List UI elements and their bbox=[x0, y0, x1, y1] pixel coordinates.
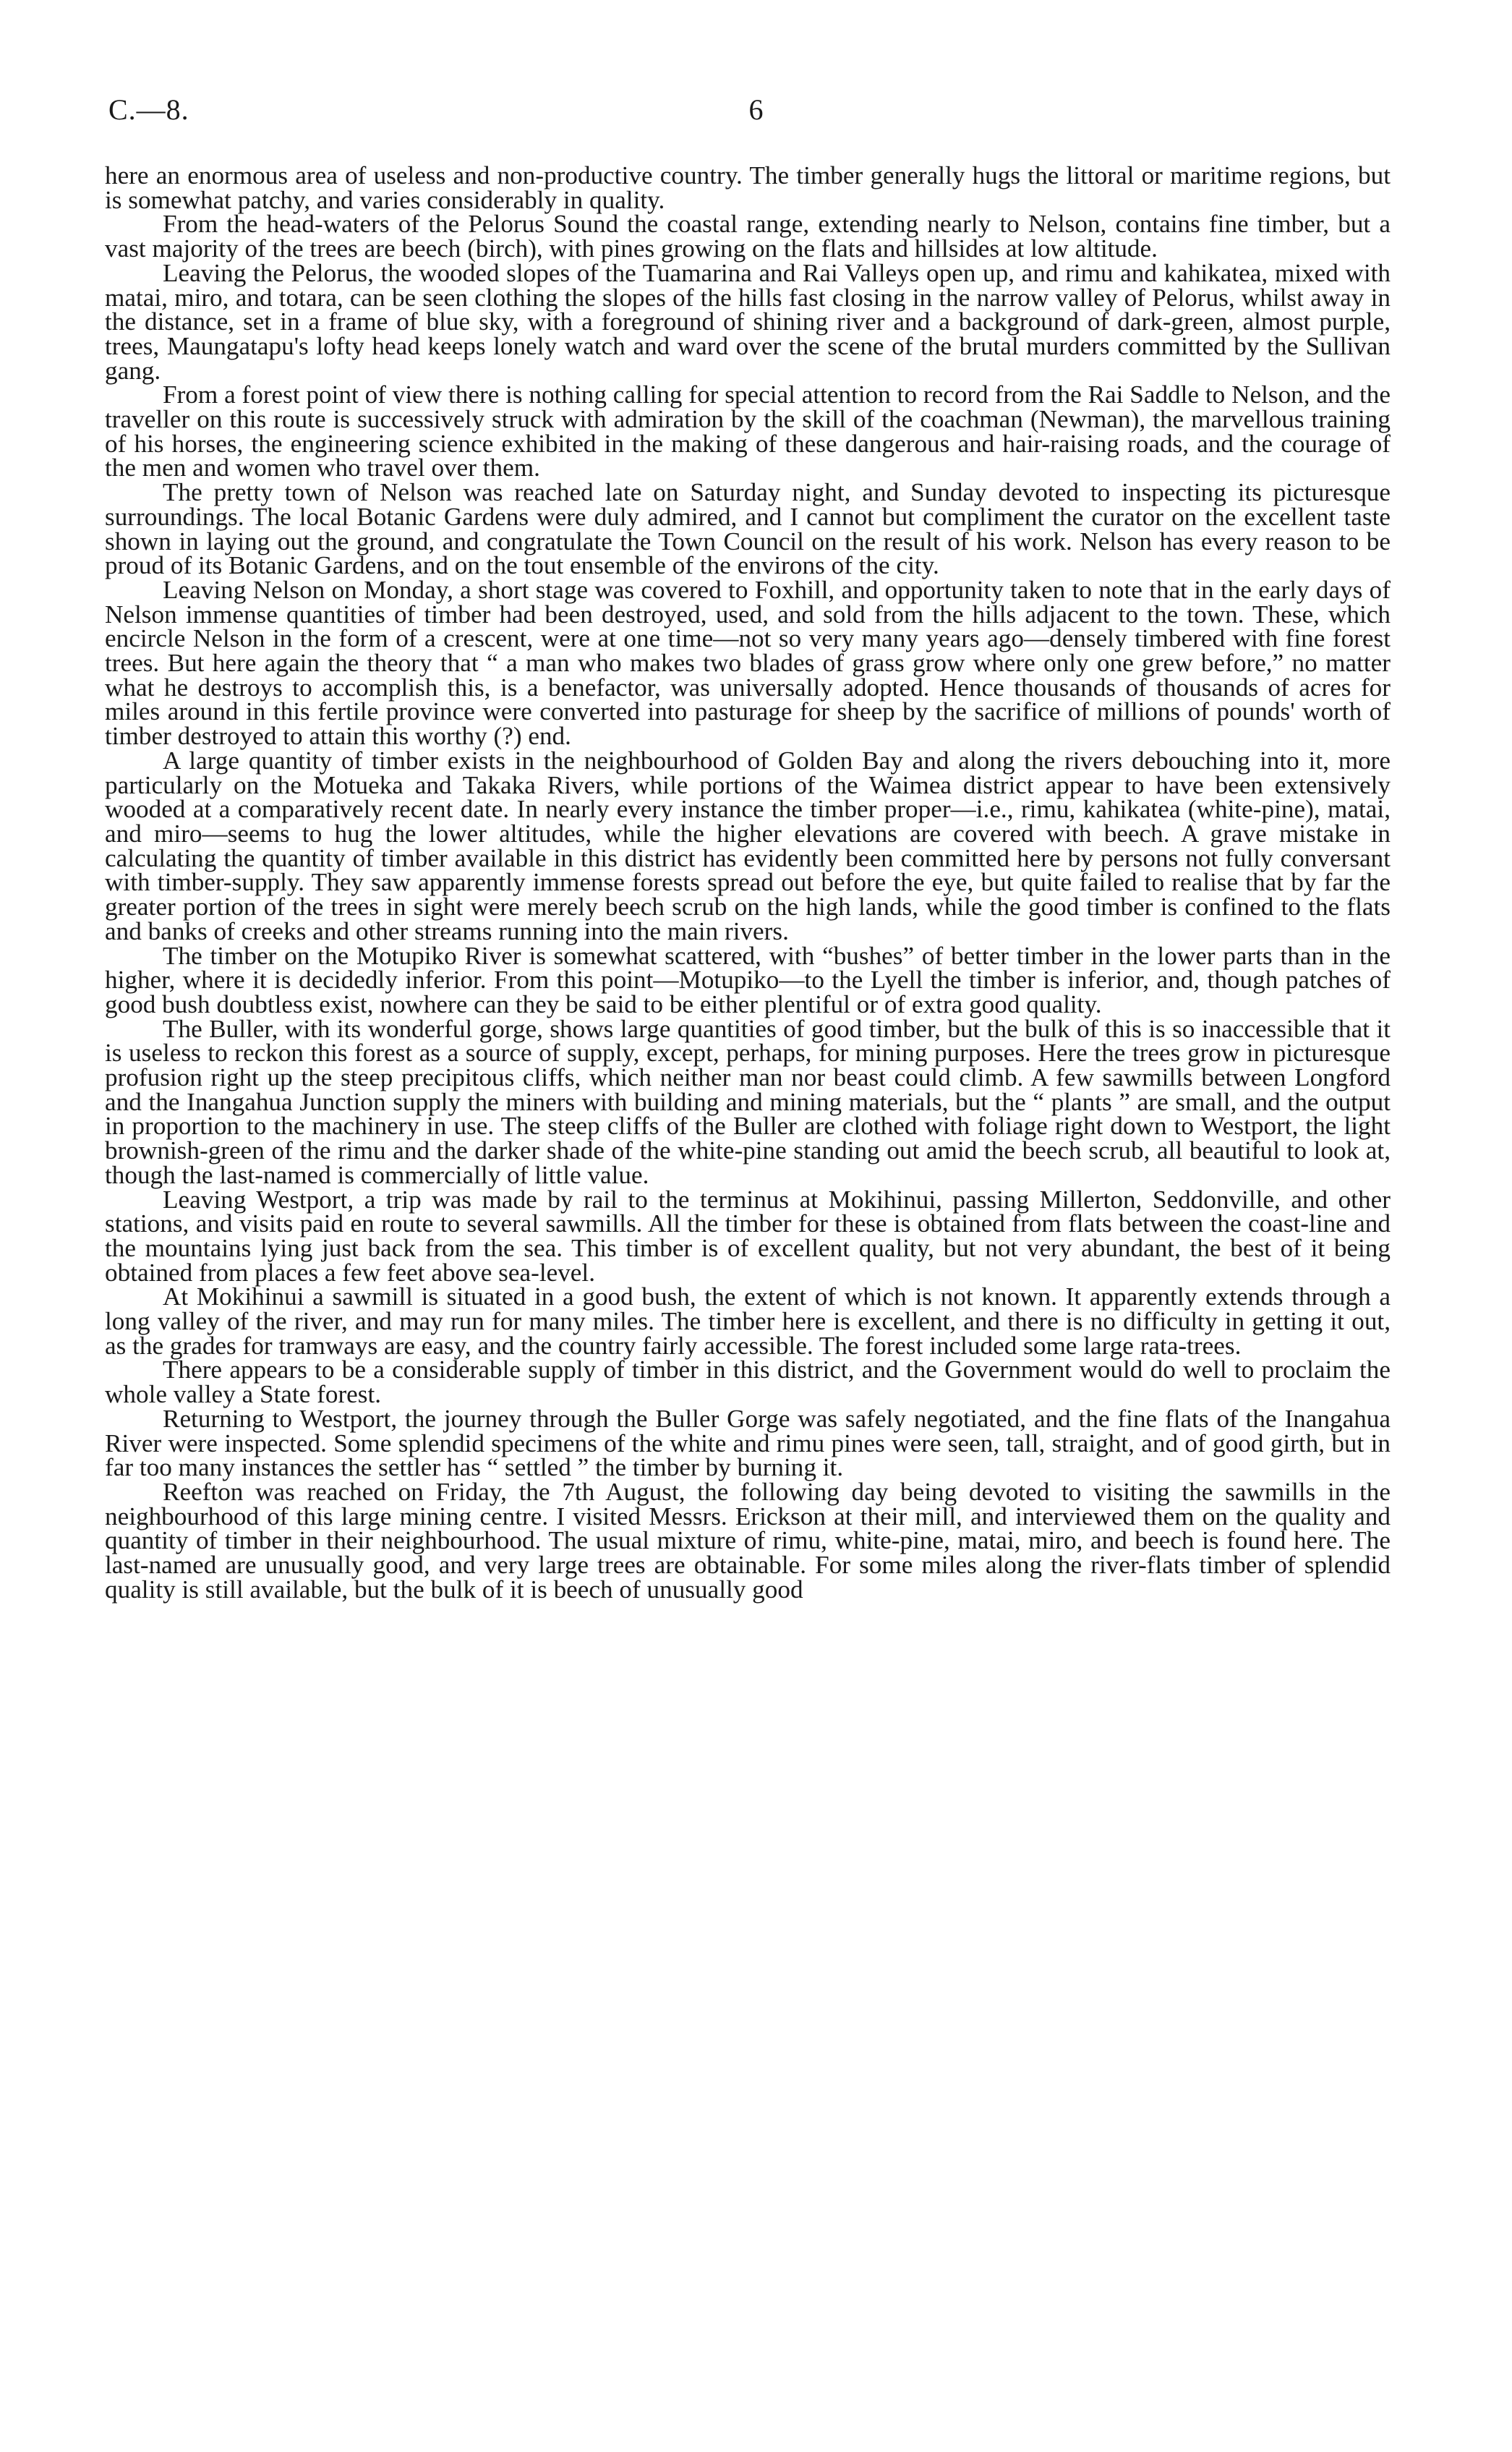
paragraph: From the head-waters of the Pelorus Sound the coastal range, extending nearly to Nelson, contains fine timber, but a vast majority of the trees are beech (birch), with pines growing on the flats and hillsides at low altitude. bbox=[105, 210, 1391, 263]
paragraph: From a forest point of view there is nothing calling for special attention to record from the Rai Saddle to Nelson, and the traveller on this route is successively struck with admiration by the skill of the coachman (Newman), the marvellous training of his horses, the engineering science exhibited in the making of these dangerous and hair-raising roads, and the courage of the men and women who travel over them. bbox=[105, 380, 1391, 482]
paragraph: Leaving Nelson on Monday, a short stage was covered to Foxhill, and opportunity taken to note that in the early days of Nelson immense quantities of timber had been destroyed, used, and sold from the hills adjacent to the town. These, which encircle Nelson in the form of a crescent, were at one time—not so very many years ago—densely timbered with fine forest trees. But here again the theory that “ a man who makes two blades of grass grow where only one grew before,” no matter what he destroys to accomplish this, is a benefactor, was universally adopted. Hence thousands of thousands of acres for miles around in this fertile province were converted into pasturage for sheep by the sacrifice of millions of pounds' worth of timber destroyed to attain this worthy (?) end. bbox=[105, 575, 1391, 751]
paragraph: The Buller, with its wonderful gorge, shows large quantities of good timber, but the bulk of this is so inaccessible that it is useless to reckon this forest as a source of supply, except, perhaps, for mining purposes. Here the trees grow in picturesque profusion right up the steep precipitous cliffs, which neither man nor beast could climb. A few sawmills between Longford and the Inangahua Junction supply the miners with building and mining materials, but the “ plants ” are small, and the output in proportion to the machinery in use. The steep cliffs of the Buller are clothed with foliage right down to Westport, the light brownish-green of the rimu and the darker shade of the white-pine standing out amid the beech scrub, all beautiful to look at, though the last-named is commercially of little value. bbox=[105, 1014, 1391, 1189]
paragraph: A large quantity of timber exists in the neighbourhood of Golden Bay and along the rivers debouching into it, more particularly on the Motueka and Takaka Rivers, while portions of the Waimea district appear to have been extensively wooded at a comparatively recent date. In nearly every instance the timber proper—i.e., rimu, kahikatea (white-pine), matai, and miro—seems to hug the lower altitudes, while the higher elevations are covered with beech. A grave mistake in calculating the quantity of timber available in this district has evidently been committed here by persons not fully conversant with timber-supply. They saw apparently immense forests spread out before the eye, but quite failed to realise that by far the greater portion of the trees in sight were merely beech scrub on the high lands, while the good timber is confined to the flats and banks of creeks and other streams running into the main rivers. bbox=[105, 746, 1391, 945]
paragraph: Leaving the Pelorus, the wooded slopes of the Tuamarina and Rai Valleys open up, and rimu and kahikatea, mixed with matai, miro, and totara, can be seen clothing the slopes of the hills fast closing in the narrow valley of Pelorus, whilst away in the distance, set in a frame of blue sky, with a foreground of shining river and a background of dark-green, almost purple, trees, Maungatapu's lofty head keeps lonely watch and ward over the scene of the brutal murders committed by the Sullivan gang. bbox=[105, 258, 1391, 385]
paragraph: At Mokihinui a sawmill is situated in a good bush, the extent of which is not known. It apparently extends through a long valley of the river, and may run for many miles. The timber here is excellent, and there is no difficulty in getting it out, as the grades for tramways are easy, and the country fairly accessible. The forest included some large rata-trees. bbox=[105, 1282, 1391, 1360]
paragraph: Reefton was reached on Friday, the 7th August, the following day being devoted to visiting the sawmills in the neighbourhood of this large mining centre. I visited Messrs. Erickson at their mill, and interviewed them on the quality and quantity of timber in their neighbourhood. The usual mixture of rimu, white-pine, matai, miro, and beech is found here. The last-named are unusually good, and very large trees are obtainable. For some miles along the river-flats timber of splendid quality is still available, but the bulk of it is beech of unusually good bbox=[105, 1477, 1391, 1604]
paragraph: Returning to Westport, the journey through the Buller Gorge was safely negotiated, and the fine flats of the Inangahua River were inspected. Some splendid specimens of the white and rimu pines were seen, tall, straight, and of good girth, but in far too many instances the settler has “ settled ” the timber by burning it. bbox=[105, 1404, 1391, 1482]
paragraph: The pretty town of Nelson was reached late on Saturday night, and Sunday devoted to inspecting its picturesque surroundings. The local Botanic Gardens were duly admired, and I cannot but compliment the curator on the excellent taste shown in laying out the ground, and congratulate the Town Council on the result of his work. Nelson has every reason to be proud of its Botanic Gardens, and on the tout ensemble of the environs of the city. bbox=[105, 478, 1391, 580]
body-text bbox=[105, 161, 1391, 1604]
page-number: 6 bbox=[748, 93, 764, 126]
document-reference: C.—8. bbox=[108, 93, 189, 126]
paragraph: here an enormous area of useless and non-productive country. The timber generally hugs the littoral or maritime regions, but is somewhat patchy, and varies considerably in quality. bbox=[105, 161, 1391, 214]
paragraph: Leaving Westport, a trip was made by rail to the terminus at Mokihinui, passing Millerton, Seddonville, and other stations, and visits paid en route to several sawmills. All the timber for these is obtained from flats between the coast-line and the mountains lying just back from the sea. This timber is of excellent quality, but not very abundant, the best of it being obtained from places a few feet above sea-level. bbox=[105, 1185, 1391, 1287]
paragraph: There appears to be a considerable supply of timber in this district, and the Government would do well to proclaim the whole valley a State forest. bbox=[105, 1355, 1391, 1409]
paragraph: The timber on the Motupiko River is somewhat scattered, with “bushes” of better timber in the lower parts than in the higher, where it is decidedly inferior. From this point—Motupiko—to the Lyell the timber is inferior, and, though patches of good bush doubtless exist, nowhere can they be said to be either plentiful or of extra good quality. bbox=[105, 941, 1391, 1018]
page-header bbox=[108, 93, 1404, 136]
